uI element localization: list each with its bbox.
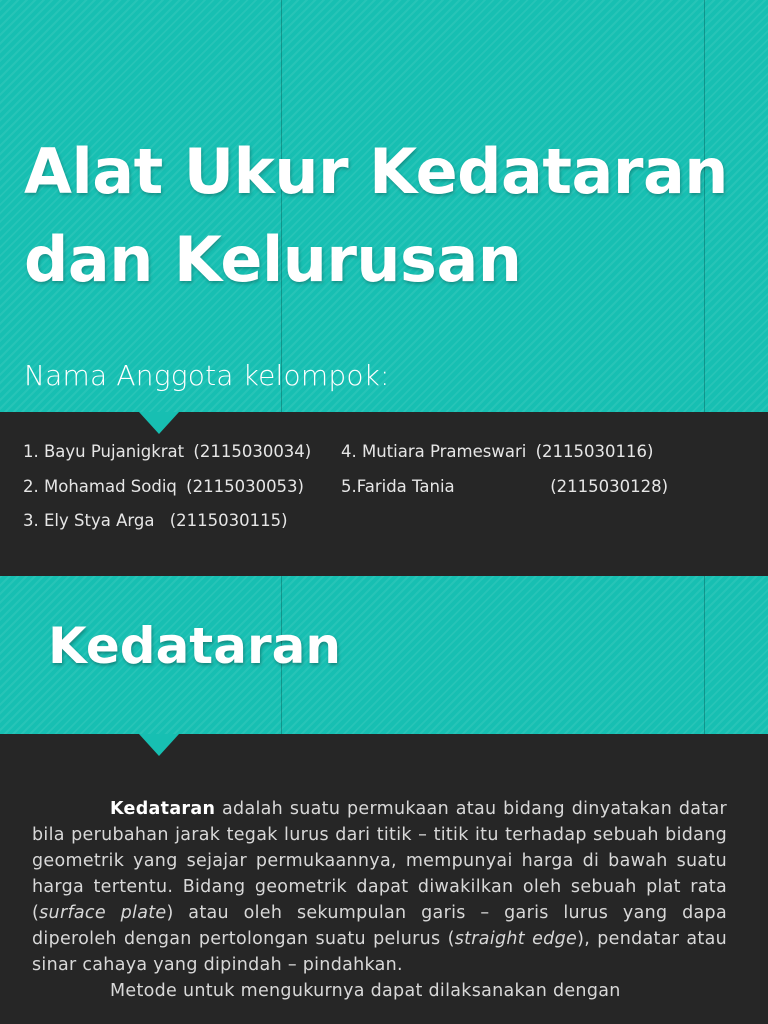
term-italic: surface plate	[39, 903, 167, 923]
member-nim: (2115030034)	[193, 442, 312, 461]
member-item	[23, 511, 288, 531]
term-italic: straight edge	[454, 929, 578, 949]
member-name: 2. Mohamad Sodiq	[23, 477, 177, 496]
panel-notch	[139, 734, 179, 756]
member-nim: (2115030115)	[169, 511, 288, 530]
body-text	[32, 796, 727, 1004]
member-name: 5.Farida Tania	[341, 477, 455, 496]
text-run: adalah suatu permukaan atau bidang dinyatakan datar bila perubahan jarak tegak lurus dari titik – titik itu terhadap sebuah bidang geometrik yang sejajar permukaannya, mempunyai harga di bawah suatu harga tertentu. Bidang geometrik dapat diwakilkan oleh sebuah plat rata (	[32, 799, 727, 923]
paragraph: Metode untuk mengukurnya dapat dilaksanakan dengan	[110, 981, 621, 1001]
section-heading: Kedataran	[48, 617, 341, 675]
member-nim: (2115030128)	[550, 477, 669, 496]
term-bold: Kedataran	[110, 799, 216, 819]
member-name: 4. Mutiara Prameswari	[341, 442, 527, 461]
vertical-divider	[704, 576, 705, 734]
panel-notch	[139, 412, 179, 434]
member-name: 3. Ely Stya Arga	[23, 511, 155, 530]
members-subtitle: Nama Anggota kelompok:	[24, 359, 390, 392]
member-item	[23, 442, 311, 462]
member-item	[341, 442, 653, 462]
member-item	[341, 477, 668, 497]
member-name: 1. Bayu Pujanigkrat	[23, 442, 185, 461]
member-item	[23, 477, 304, 497]
member-nim: (2115030053)	[186, 477, 304, 496]
title-line-1: Alat Ukur Kedataran	[24, 135, 728, 208]
slide-title	[24, 128, 768, 304]
member-nim: (2115030116)	[535, 442, 654, 461]
title-line-2: dan Kelurusan	[24, 223, 522, 296]
paragraph	[32, 796, 727, 978]
text-run: ) atau oleh sekumpulan garis – garis lurus yang dapa diperoleh dengan pertolongan suatu pelurus (	[32, 903, 727, 949]
text-run: ), pendatar atau sinar cahaya yang dipindah – pindahkan.	[32, 929, 727, 975]
